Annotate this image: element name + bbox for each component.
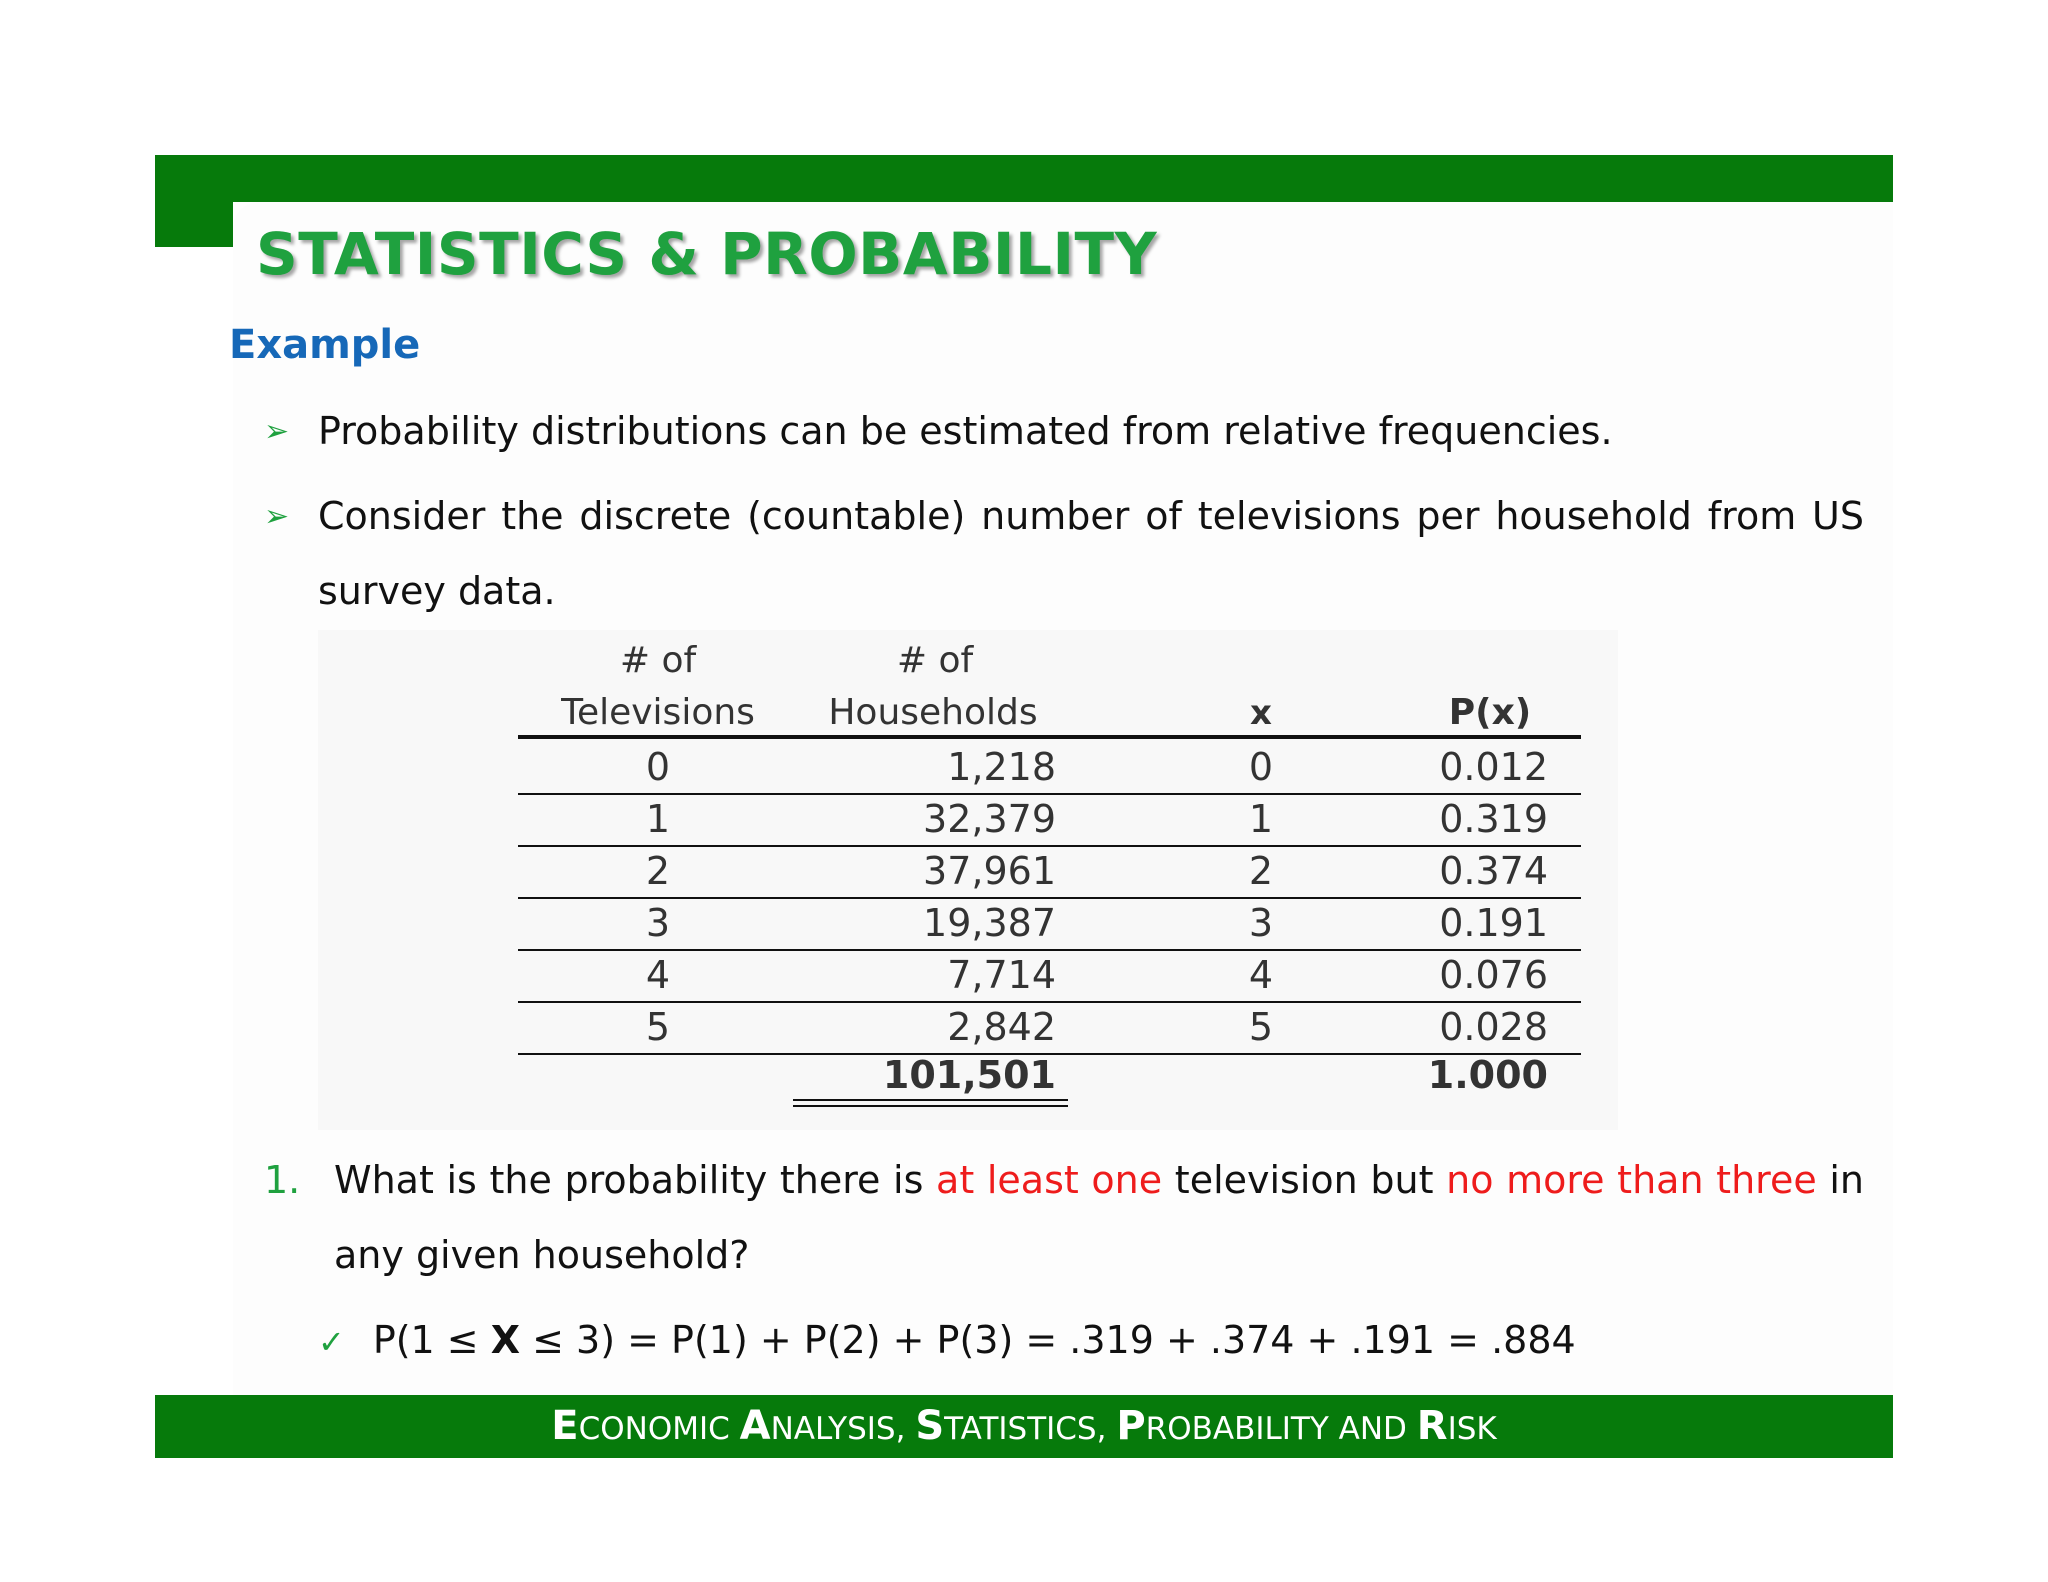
cell-probability: 0.191 [1439,901,1548,945]
question-highlight-no-more-than-three: no more than three [1446,1158,1817,1202]
cell-probability: 0.374 [1439,849,1548,893]
cell-televisions: 3 [645,901,671,945]
question-highlight-at-least-one: at least one [936,1158,1163,1202]
tv-distribution-table [318,630,1618,1130]
footer-initial: P [1116,1403,1146,1449]
total-probability: 1.000 [1427,1053,1548,1097]
header-televisions-line1: # of [619,640,697,681]
cell-probability: 0.012 [1439,745,1548,789]
checkmark-icon: ✓ [318,1323,345,1361]
answer-item [318,1303,1576,1380]
footer-word: ISK [1447,1411,1497,1447]
cell-households: 37,961 [923,849,1056,893]
answer-suffix: ≤ 3) = P(1) + P(2) + P(3) = .319 + .374 + .191 = .884 [520,1318,1576,1362]
header-households-line1: # of [896,640,974,681]
cell-x: 5 [1248,1005,1274,1049]
footer-word: CONOMIC [578,1411,740,1447]
footer-initial: E [551,1403,579,1449]
cell-households: 19,387 [923,901,1056,945]
question-part3: in any given household? [334,1158,1865,1277]
cell-x: 2 [1248,849,1274,893]
cell-households: 32,379 [923,797,1056,841]
page-title: STATISTICS & PROBABILITY [256,220,1158,288]
table-row [518,797,1581,846]
header-televisions-line2: Televisions [561,692,755,733]
arrow-bullet-icon: ➢ [264,414,290,449]
bullet-text: Probability distributions can be estimated from relative frequencies. [318,409,1613,453]
bullet-item [264,479,1864,629]
table-row [518,745,1581,794]
header-px: P(x) [1448,692,1532,733]
cell-probability: 0.076 [1439,953,1548,997]
bullet-text: Consider the discrete (countable) number of televisions per household from US survey data. [318,494,1864,613]
header-bar-stub [155,155,233,247]
question-number: 1. [264,1158,301,1202]
question-part2: television but [1162,1158,1447,1202]
cell-x: 4 [1248,953,1274,997]
cell-televisions: 4 [645,953,671,997]
question-part1: What is the probability there is [334,1158,937,1202]
bullet-item [264,394,1864,469]
footer-bar [155,1395,1893,1458]
footer-word: TATISTICS, [944,1411,1117,1447]
answer-variable: X [490,1318,521,1362]
footer-initial: R [1416,1403,1448,1449]
cell-households: 2,842 [947,1005,1056,1049]
cell-televisions: 5 [645,1005,671,1049]
cell-households: 7,714 [947,953,1056,997]
question-text [334,1143,1864,1293]
cell-x: 0 [1248,745,1274,789]
cell-households: 1,218 [947,745,1056,789]
table-row [518,901,1581,950]
table-row [518,849,1581,898]
section-label: Example [229,322,421,368]
header-households-line2: Households [828,692,1038,733]
cell-x: 3 [1248,901,1274,945]
header-x: x [1250,693,1272,733]
table-body [518,745,1581,1054]
footer-title [551,1403,1497,1449]
table-row [518,1005,1581,1054]
cell-televisions: 2 [645,849,671,893]
footer-initial: S [915,1403,945,1449]
arrow-bullet-icon: ➢ [264,499,290,534]
cell-televisions: 0 [645,745,671,789]
footer-word: ROBABILITY AND [1145,1411,1417,1447]
cell-probability: 0.319 [1439,797,1548,841]
footer-word: NALYSIS, [770,1411,916,1447]
footer-initial: A [739,1403,771,1449]
table-row [518,953,1581,1002]
answer-prefix: P(1 ≤ [372,1318,491,1362]
question-item [264,1143,1864,1293]
cell-probability: 0.028 [1439,1005,1548,1049]
cell-x: 1 [1248,797,1274,841]
total-households: 101,501 [882,1053,1056,1097]
cell-televisions: 1 [645,797,671,841]
header-bar [155,155,1893,202]
